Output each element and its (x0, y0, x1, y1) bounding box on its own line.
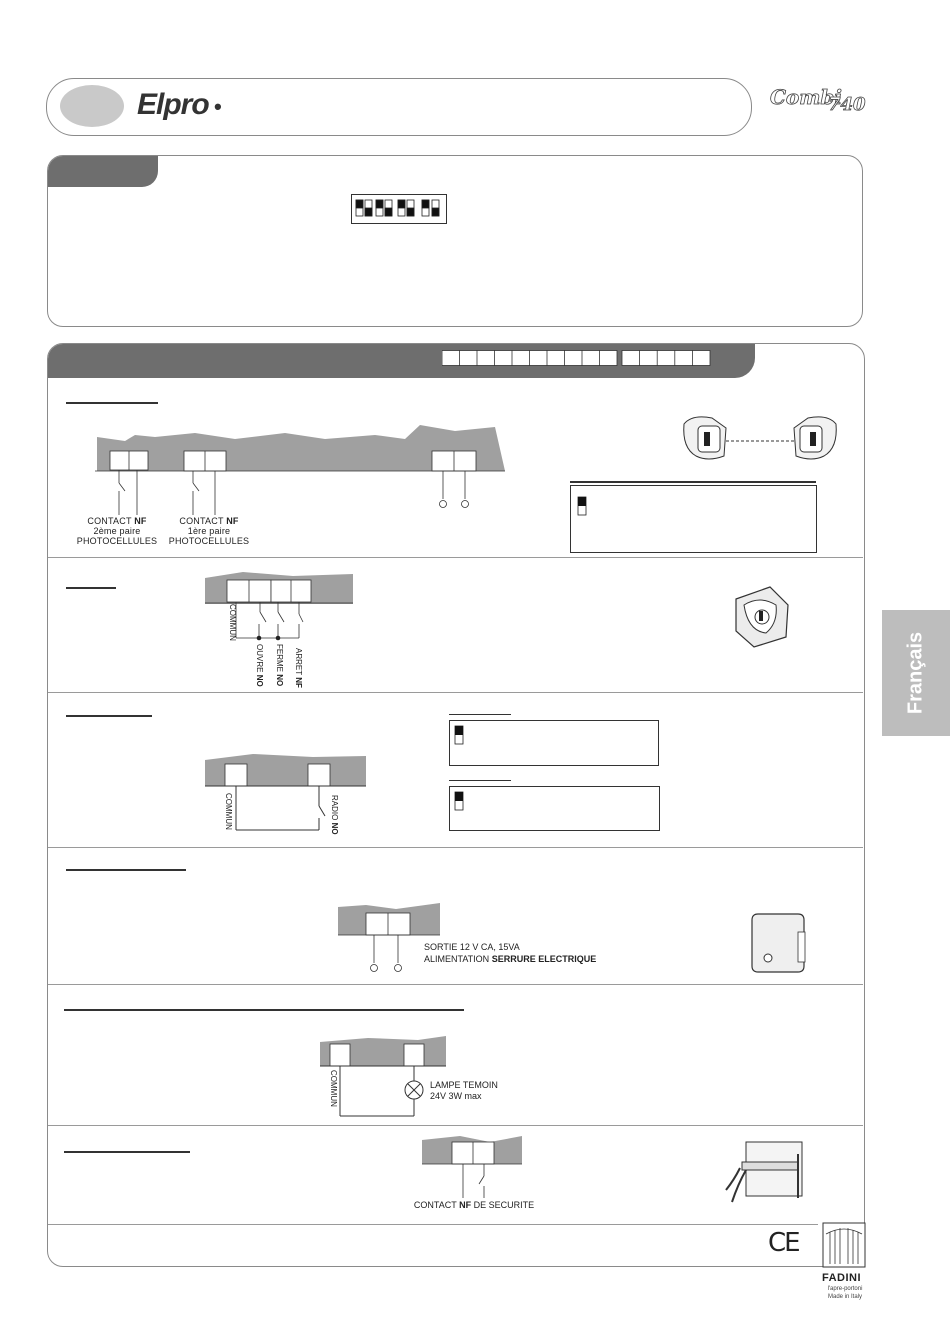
radio-commun-label: COMMUN (224, 793, 233, 830)
dip-switch-block[interactable] (351, 194, 447, 224)
gate-logo-icon (822, 1222, 866, 1273)
keyswitch-commun-label: COMMUN (228, 604, 237, 641)
radio-no-label: RADIO NO (330, 795, 339, 835)
lock-power-box-icon (748, 912, 808, 979)
photocell-pair-1-label: CONTACT NF 1ère paire PHOTOCELLULES (168, 516, 250, 546)
photocell-wiring-diagram (95, 425, 515, 520)
brand-title: Elpro • (137, 88, 221, 121)
radio-settings-rule-2 (449, 780, 511, 781)
footer-made-in: Made in Italy (827, 1294, 863, 1300)
section-divider (48, 984, 863, 985)
combi-logo (770, 80, 870, 119)
radio-settings-box-2 (449, 786, 660, 831)
photocell-settings-box (570, 485, 817, 553)
section-heading (64, 1151, 190, 1153)
section-divider (48, 692, 863, 693)
section-divider (48, 1125, 863, 1126)
lamp-label: LAMPE TEMOIN 24V 3W max (430, 1080, 498, 1101)
safety-edge-icon (724, 1140, 808, 1211)
lamp-commun-label: COMMUN (329, 1070, 338, 1107)
photocell-pair-icon (678, 410, 843, 473)
svg-text:740: 740 (828, 94, 866, 114)
photocell-pair-2-label: CONTACT NF 2ème paire PHOTOCELLULES (76, 516, 158, 546)
safety-wiring-diagram (420, 1134, 524, 1203)
lock-output-label: SORTIE 12 V CA, 15VA ALIMENTATION SERRURE ELECTRIQUE (424, 942, 597, 964)
footer-brand: FADINI (822, 1272, 862, 1284)
section-divider (48, 557, 863, 558)
svg-text:Combi: Combi (770, 85, 843, 109)
dip-panel (47, 155, 863, 327)
section-divider (48, 1224, 818, 1225)
language-tab[interactable]: Français (882, 610, 950, 736)
key-selector-icon (730, 583, 792, 656)
radio-settings-rule-1 (449, 714, 511, 715)
keyswitch-arret-label: ARRET NF (294, 648, 303, 688)
section-heading (66, 869, 186, 871)
footer-tagline: l'apre-portoni (827, 1286, 863, 1292)
section-heading (66, 587, 116, 589)
section-heading (64, 1009, 464, 1011)
terminal-strip (442, 350, 712, 372)
photocell-settings-rule (570, 481, 816, 483)
ce-mark: CE (768, 1228, 799, 1258)
logo-oval (60, 85, 124, 127)
radio-settings-box-1 (449, 720, 659, 766)
section-heading (66, 715, 152, 717)
keyswitch-wiring-diagram (203, 572, 355, 649)
section-divider (48, 847, 863, 848)
safety-contact-label: CONTACT NF DE SECURITE (413, 1200, 535, 1210)
keyswitch-ouvre-label: OUVRE NO (255, 644, 264, 687)
keyswitch-ferme-label: FERME NO (275, 644, 284, 687)
section-heading (66, 402, 158, 404)
dip-panel-tab (48, 156, 158, 187)
